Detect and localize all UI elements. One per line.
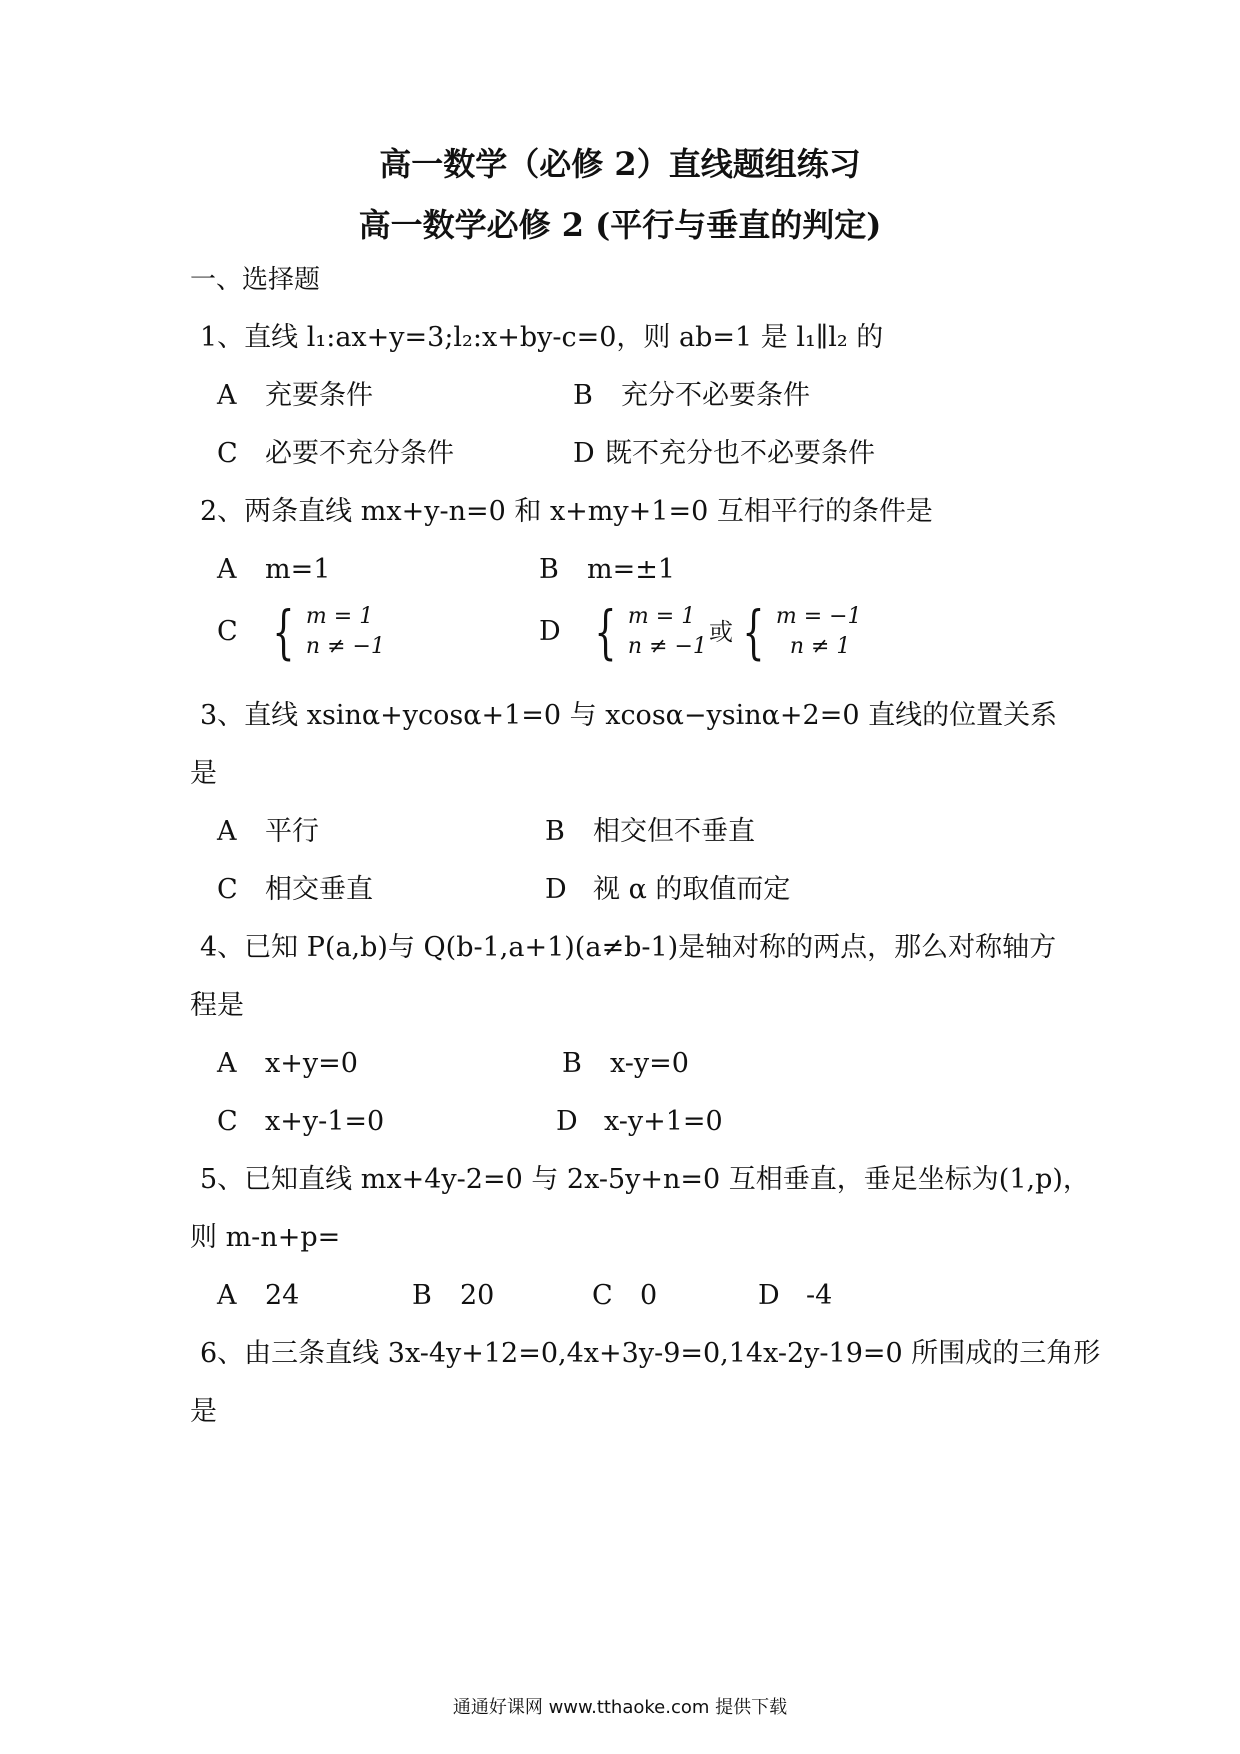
q1-option-b bbox=[573, 378, 810, 414]
option-text: 相交但不垂直 bbox=[593, 816, 755, 847]
option-text: x+y=0 bbox=[265, 1048, 358, 1079]
question-6-stem: 6、由三条直线 3x-4y+12=0,4x+3y-9=0,14x-2y-19=0 所围成的三角形 bbox=[200, 1338, 1101, 1369]
condition-line: m = −1 bbox=[775, 604, 862, 629]
option-letter: C bbox=[217, 874, 238, 905]
option-letter: B bbox=[412, 1280, 432, 1311]
q4-option-c bbox=[217, 1104, 384, 1140]
q5-option-b bbox=[412, 1278, 494, 1314]
option-text: 相交垂直 bbox=[265, 874, 373, 905]
option-text: 0 bbox=[640, 1280, 658, 1311]
piecewise-condition bbox=[628, 602, 707, 662]
question-3-stem: 3、直线 xsinα+ycosα+1=0 与 xcosα−ysinα+2=0 直线的位置关系 bbox=[200, 700, 1058, 731]
option-text: 充分不必要条件 bbox=[621, 380, 810, 411]
q4-option-d bbox=[556, 1104, 723, 1140]
option-text: 平行 bbox=[265, 816, 319, 847]
brace-symbol: { bbox=[742, 598, 765, 666]
option-text: 充要条件 bbox=[265, 380, 373, 411]
q5-option-d bbox=[758, 1278, 832, 1314]
option-letter: C bbox=[217, 438, 238, 469]
option-text: x-y+1=0 bbox=[604, 1106, 723, 1137]
option-letter: A bbox=[217, 554, 237, 585]
brace-symbol: { bbox=[272, 598, 295, 666]
question-5-stem-continued: 则 m-n+p= bbox=[190, 1222, 341, 1253]
condition-line: n ≠ −1 bbox=[627, 634, 707, 659]
option-text: 既不充分也不必要条件 bbox=[605, 438, 875, 469]
option-letter: B bbox=[573, 380, 593, 411]
option-letter: C bbox=[592, 1280, 613, 1311]
option-letter: B bbox=[545, 816, 565, 847]
option-letter: A bbox=[217, 1048, 237, 1079]
option-letter: C bbox=[217, 616, 238, 647]
q3-option-c bbox=[217, 872, 373, 908]
option-text: 20 bbox=[460, 1280, 495, 1311]
option-letter: A bbox=[217, 1280, 237, 1311]
question-3-stem-continued: 是 bbox=[190, 758, 217, 789]
option-letter: B bbox=[539, 554, 559, 585]
q2-option-a bbox=[217, 552, 330, 588]
option-text: 24 bbox=[265, 1280, 300, 1311]
option-text: -4 bbox=[806, 1280, 833, 1311]
option-text: 视 α 的取值而定 bbox=[593, 874, 791, 905]
option-letter: A bbox=[217, 380, 237, 411]
question-6-stem-continued: 是 bbox=[190, 1396, 217, 1427]
option-letter: D bbox=[539, 616, 561, 647]
condition-line: m = 1 bbox=[627, 604, 696, 629]
piecewise-condition bbox=[776, 602, 862, 662]
option-letter: D bbox=[758, 1280, 780, 1311]
page-footer: 通通好课网 www.tthaoke.com 提供下载 bbox=[452, 1697, 788, 1718]
q3-option-b bbox=[545, 814, 755, 850]
q4-option-b bbox=[562, 1046, 689, 1082]
q1-option-a bbox=[217, 378, 373, 414]
condition-line: n ≠ 1 bbox=[789, 634, 851, 659]
option-text: x+y-1=0 bbox=[265, 1106, 385, 1137]
condition-line: m = 1 bbox=[305, 604, 374, 629]
option-text: x-y=0 bbox=[610, 1048, 689, 1079]
option-letter: B bbox=[562, 1048, 582, 1079]
option-letter: A bbox=[217, 816, 237, 847]
question-4-stem-continued: 程是 bbox=[190, 990, 244, 1021]
option-letter: D bbox=[573, 438, 595, 469]
option-text: 必要不充分条件 bbox=[265, 438, 454, 469]
option-letter: D bbox=[556, 1106, 578, 1137]
page-title: 高一数学（必修 2）直线题组练习 bbox=[379, 145, 861, 183]
q1-option-d bbox=[573, 436, 875, 472]
page-subtitle: 高一数学必修 2 (平行与垂直的判定) bbox=[358, 206, 882, 244]
question-5-stem: 5、已知直线 mx+4y-2=0 与 2x-5y+n=0 互相垂直，垂足坐标为(1,p)， bbox=[200, 1164, 1090, 1195]
q3-option-d bbox=[545, 872, 790, 908]
question-2-stem: 2、两条直线 mx+y-n=0 和 x+my+1=0 互相平行的条件是 bbox=[200, 496, 933, 527]
option-letter: D bbox=[545, 874, 567, 905]
section-heading: 一、选择题 bbox=[190, 265, 321, 295]
or-connector: 或 bbox=[708, 618, 733, 646]
q2-option-b bbox=[539, 552, 675, 588]
option-text: m=±1 bbox=[587, 554, 676, 585]
q1-option-c bbox=[217, 436, 454, 472]
q5-option-c bbox=[592, 1278, 657, 1314]
question-1-stem: 1、直线 l₁:ax+y=3;l₂:x+by-c=0，则 ab=1 是 l₁∥l₂ 的 bbox=[200, 322, 884, 353]
piecewise-condition bbox=[306, 602, 385, 662]
q3-option-a bbox=[217, 814, 319, 850]
question-4-stem: 4、已知 P(a,b)与 Q(b-1,a+1)(a≠b-1)是轴对称的两点，那么对称轴方 bbox=[200, 932, 1057, 963]
q2-option-c bbox=[217, 598, 385, 666]
option-text: m=1 bbox=[265, 554, 331, 585]
q4-option-a bbox=[217, 1046, 358, 1082]
option-letter: C bbox=[217, 1106, 238, 1137]
brace-symbol: { bbox=[594, 598, 617, 666]
q2-option-d bbox=[539, 598, 862, 666]
q5-option-a bbox=[217, 1278, 299, 1314]
condition-line: n ≠ −1 bbox=[305, 634, 385, 659]
